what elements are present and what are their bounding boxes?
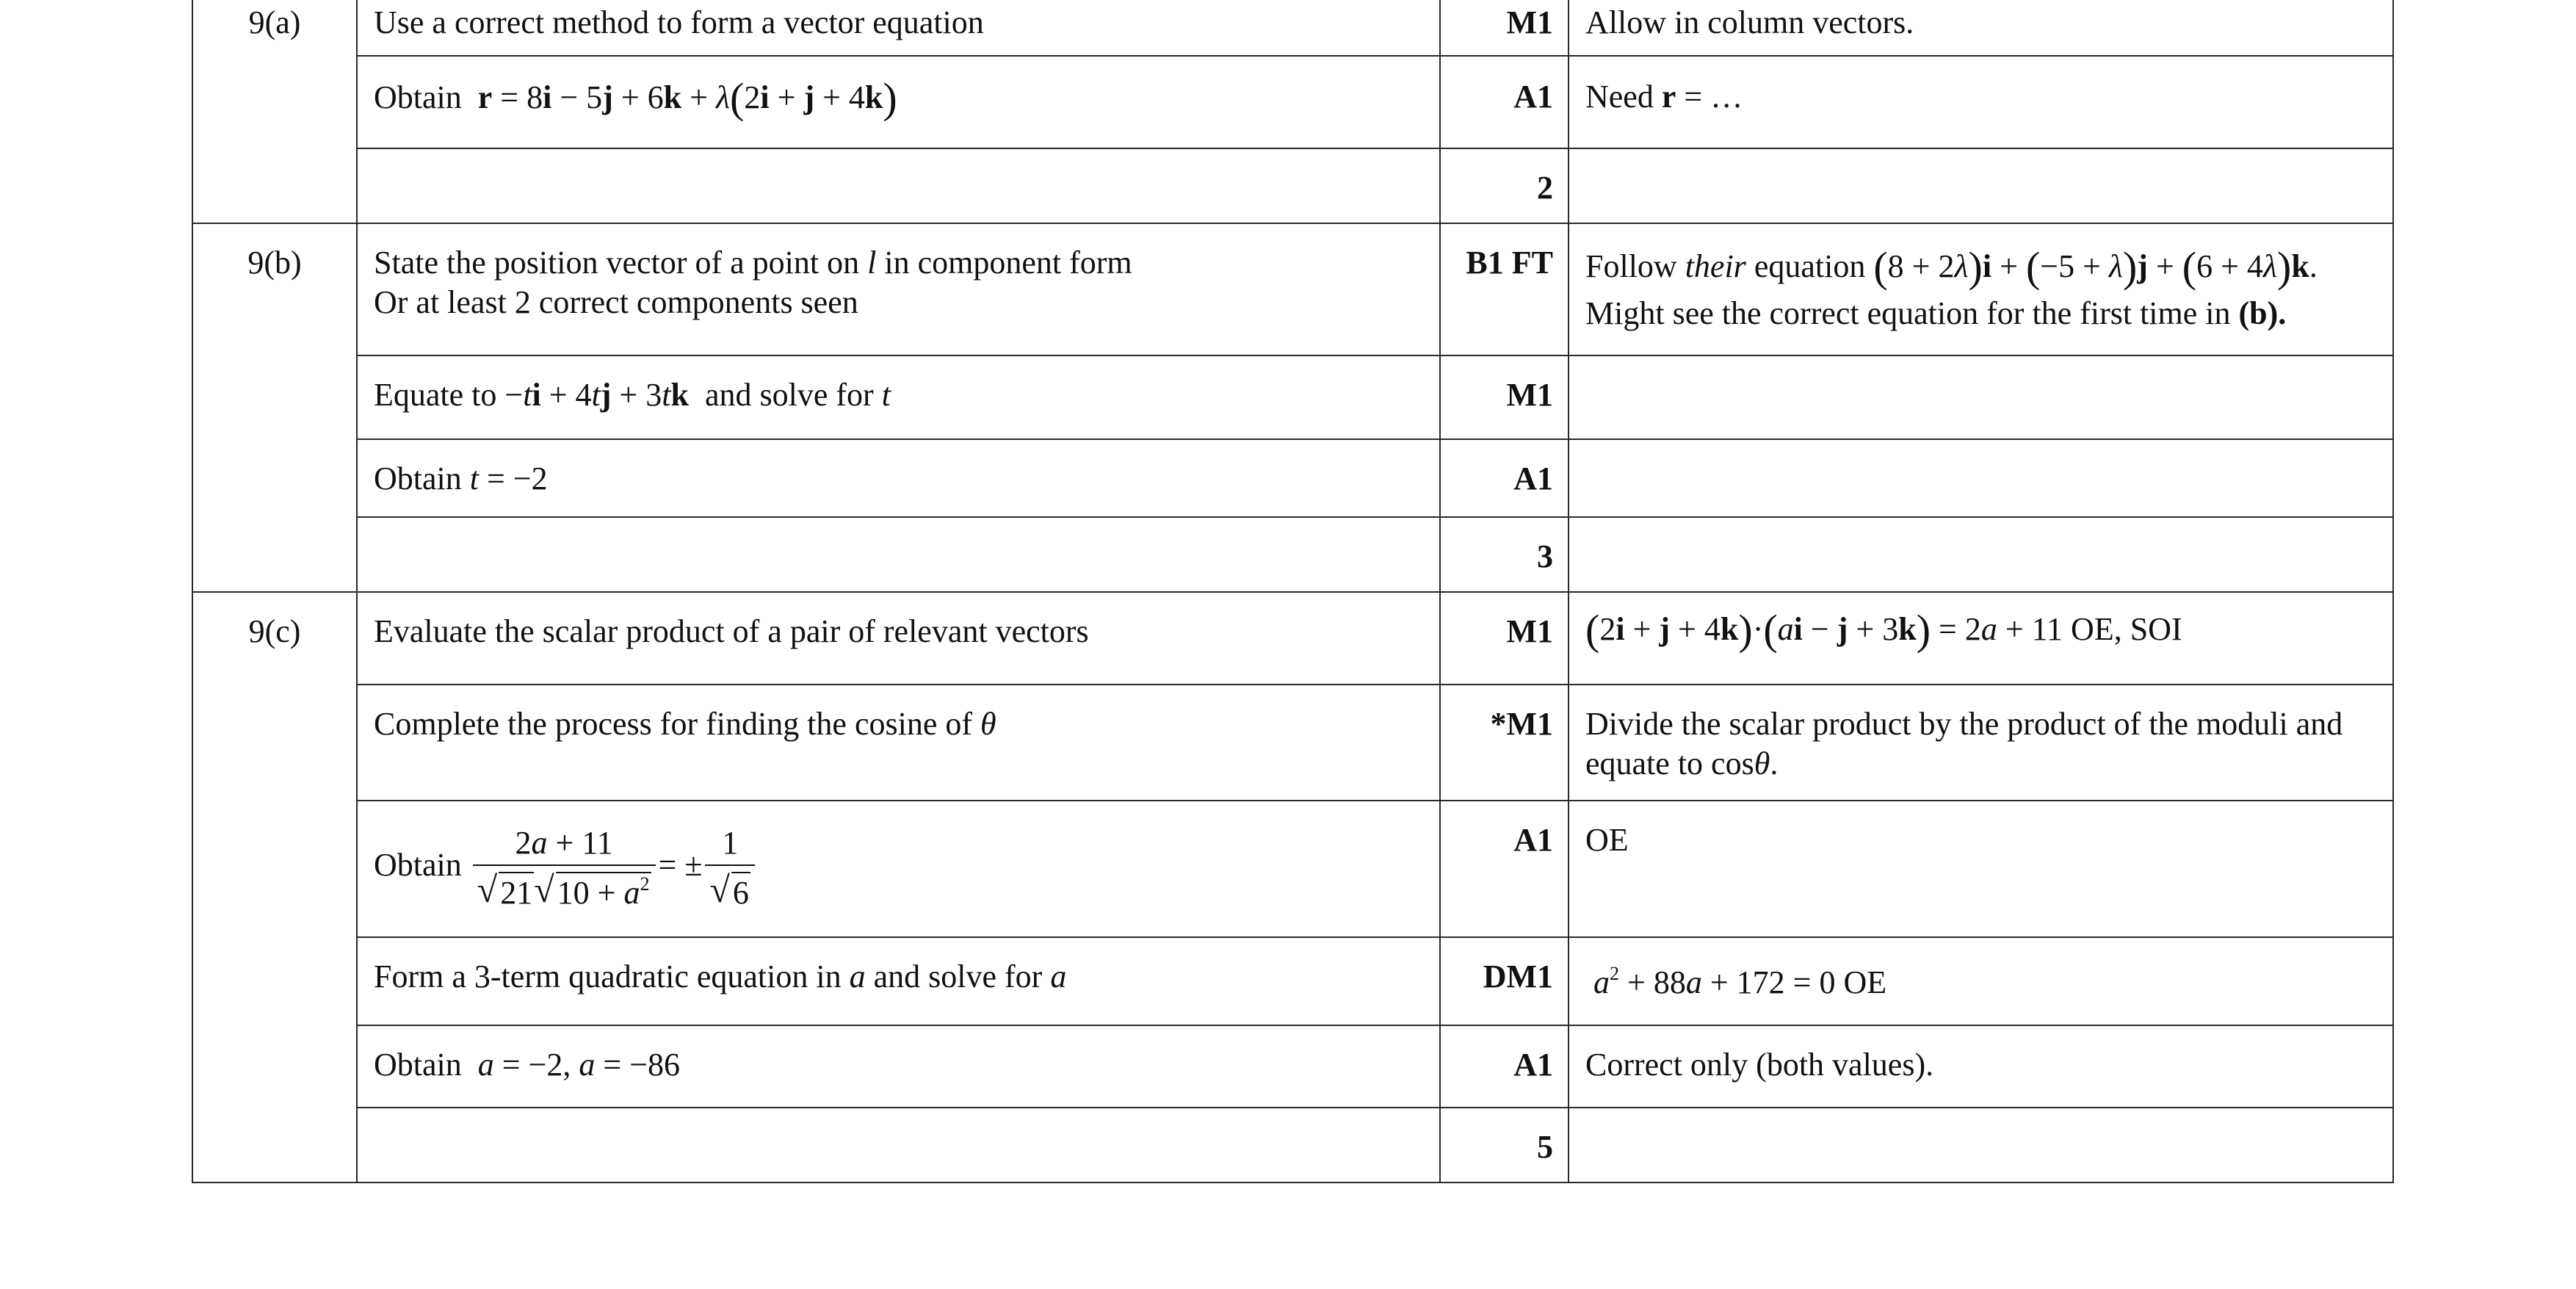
obtain-label: Obtain [374, 461, 462, 497]
answer-cell [357, 355, 1440, 439]
quadratic-equation: $a^2 + 88a + 172 = 0$ [1593, 963, 1836, 1000]
obtain-label: Obtain [374, 846, 462, 883]
answer-text: t [881, 377, 891, 413]
guidance-text: (b). [2238, 295, 2287, 331]
answer-cell [357, 801, 1440, 937]
mark-cell: *M1 [1440, 685, 1569, 801]
guidance-text: = … [1684, 79, 1743, 115]
table-row [192, 685, 2393, 801]
t-value: t = −2 [469, 461, 548, 497]
answer-cell [357, 439, 1440, 517]
guidance-cell [1569, 937, 2393, 1025]
scalar-product: (2i + j + 4k)·(ai − j + 3k) = 2a + 11 [1585, 606, 2063, 654]
answer-cell [357, 937, 1440, 1025]
table-row [192, 0, 2393, 56]
guidance-cell: Correct only (both values). [1569, 1025, 2393, 1108]
vector-equation: r = 8i − 5j + 6k + λ(2i + j + 4k) [477, 74, 897, 122]
guidance-text: OE, SOI [2071, 611, 2182, 647]
table-row [192, 517, 2393, 592]
guidance-cell [1569, 223, 2393, 355]
line-vector: −ti + 4tj + 3tk [504, 377, 689, 413]
guidance-text: equation [1754, 248, 1866, 284]
theta-symbol: θ [980, 706, 996, 742]
mark-cell: A1 [1440, 56, 1569, 148]
mark-scheme-table [192, 0, 2394, 1183]
answer-cell: Use a correct method to form a vector equation [357, 0, 1440, 56]
question-number-9a: 9(a) [192, 0, 357, 223]
cosine-equation: $\frac{2a + 11}{√21√10 + a^2}$ = ± $\frac{1}{√6}$ [470, 847, 758, 883]
guidance-text: Follow [1585, 248, 1677, 284]
mark-cell: M1 [1440, 592, 1569, 685]
component-equation: (8 + 2λ)i + (−5 + λ)j + (6 + 4λ)k. [1873, 243, 2318, 291]
mark-cell: A1 [1440, 801, 1569, 937]
guidance-cell: Divide the scalar product by the product of the moduli and equate to cosθ. [1569, 685, 2393, 801]
guidance-text: Divide the scalar product by the product of the moduli and [1585, 706, 2343, 742]
a-values: a = −2, a = −86 [477, 1047, 681, 1083]
guidance-cell [1569, 56, 2393, 148]
fraction-rhs: $\frac{1}{√6}$ [705, 823, 754, 912]
guidance-cell: OE [1569, 801, 2393, 937]
total-marks: 2 [1440, 148, 1569, 223]
table-row [192, 937, 2393, 1025]
answer-text: and solve for [873, 958, 1043, 994]
total-marks: 5 [1440, 1108, 1569, 1183]
answer-text: Equate to [374, 377, 497, 413]
table-row [192, 223, 2393, 355]
fraction-lhs: $\frac{2a + 11}{√21√10 + a^2}$ [473, 823, 656, 912]
answer-text: Complete the process for finding the cosine of [374, 706, 973, 742]
mark-cell: M1 [1440, 0, 1569, 56]
answer-text: State the position vector of a point on [374, 245, 860, 281]
variable-a: a [849, 958, 866, 994]
theta-symbol: θ [1754, 745, 1770, 781]
question-number-9c: 9(c) [192, 592, 357, 1183]
obtain-label: Obtain [374, 79, 462, 115]
guidance-cell [1569, 592, 2393, 685]
table-row [192, 592, 2393, 685]
answer-text: and solve for [704, 377, 874, 413]
mark-cell: DM1 [1440, 937, 1569, 1025]
table-row [192, 439, 2393, 517]
answer-text: Form a 3-term quadratic equation in [374, 958, 842, 994]
table-row [192, 148, 2393, 223]
mark-cell: B1 FT [1440, 223, 1569, 355]
answer-cell: Evaluate the scalar product of a pair of relevant vectors [357, 592, 1440, 685]
answer-cell [357, 223, 1440, 355]
table-row [192, 1025, 2393, 1108]
table-row [192, 1108, 2393, 1183]
guidance-cell: Allow in column vectors. [1569, 0, 2393, 56]
answer-cell [357, 1025, 1440, 1108]
guidance-text: Might see the correct equation for the first time in [1585, 295, 2231, 331]
variable-a: a [1050, 958, 1067, 994]
answer-cell [357, 685, 1440, 801]
answer-text: l [867, 245, 877, 281]
table-row [192, 56, 2393, 148]
mark-cell: A1 [1440, 439, 1569, 517]
answer-text: Or at least 2 correct components seen [374, 284, 858, 320]
table-row [192, 355, 2393, 439]
mark-cell: M1 [1440, 355, 1569, 439]
obtain-label: Obtain [374, 1047, 462, 1083]
answer-text: in component form [884, 245, 1132, 281]
guidance-text: OE [1843, 964, 1887, 1000]
total-marks: 3 [1440, 517, 1569, 592]
guidance-text: equate to cos [1585, 745, 1754, 781]
guidance-text: Need [1585, 79, 1654, 115]
guidance-text: their [1685, 248, 1746, 284]
mark-cell: A1 [1440, 1025, 1569, 1108]
table-row [192, 801, 2393, 937]
question-number-9b: 9(b) [192, 223, 357, 592]
answer-cell [357, 56, 1440, 148]
guidance-text: r [1661, 79, 1676, 115]
